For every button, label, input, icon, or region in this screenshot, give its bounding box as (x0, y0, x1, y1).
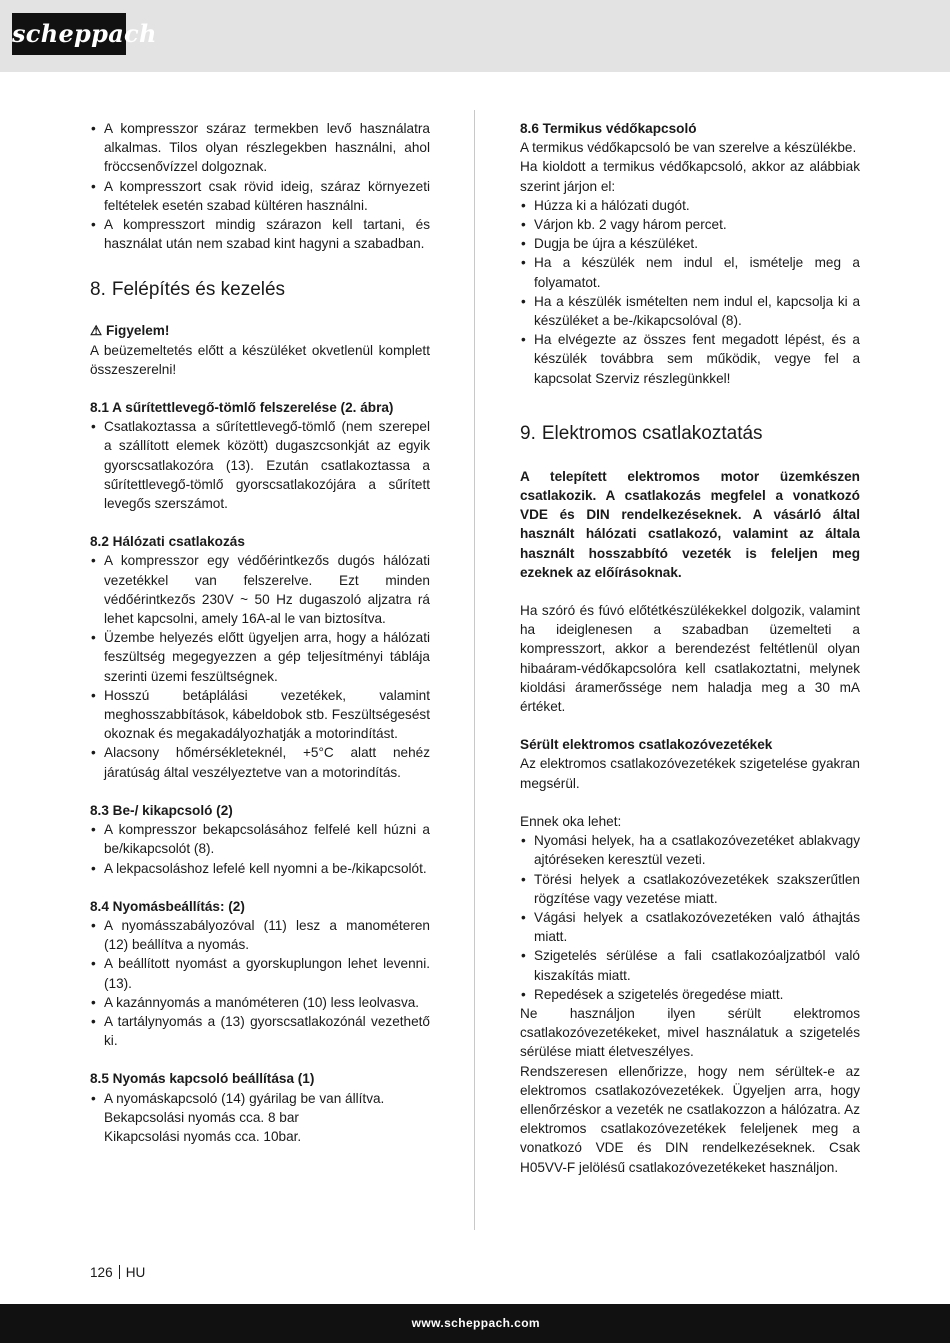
paragraph: A termikus védőkapcsoló be van szerelve a készülékbe. (520, 140, 857, 156)
list-item: • A tartálynyomás a (13) gyorscsatlakozónál vezethető ki. (90, 1012, 430, 1050)
list-item: • Nyomási helyek, ha a csatlakozóvezetéket ablakvagy ajtóréseken keresztül vezeti. (520, 831, 860, 869)
list-item: • Repedések a szigetelés öregedése miatt. (520, 985, 860, 1004)
section-8-2 (90, 532, 430, 782)
list-item: • A nyomáskapcsoló (14) gyárilag be van állítva. (90, 1089, 430, 1108)
subsection-title: Sérült elektromos csatlakozóvezetékek (520, 737, 773, 753)
warning-block (90, 321, 430, 379)
section-8-6 (520, 119, 860, 388)
list-item: • A lekpacsoláshoz lefelé kell nyomni a be-/kikapcsolót. (90, 859, 430, 878)
section-8-5 (90, 1069, 430, 1146)
subsection-title: 8.3 Be-/ kikapcsoló (2) (90, 802, 233, 818)
list-item: • A kompresszort mindig szárazon kell tartani, és használat után nem szabad kint hagyni a szabadban. (90, 215, 430, 253)
subsection-title: 8.4 Nyomásbeállítás: (2) (90, 898, 245, 914)
warning-icon: ⚠ (90, 323, 103, 339)
list-item: • A kompresszor egy védőérintkezős dugós hálózati vezetékkel van felszerelve. Ezt minden védőérintkezős 230V ~ 50 Hz dugaszoló aljzatra rá lehet kapcsolni, amely 16A-al le van biztosítva. (90, 551, 430, 628)
damaged-cables-section (520, 735, 860, 1176)
list-item: • Szigetelés sérülése a fali csatlakozóaljzatból való kiszakítás miatt. (520, 946, 860, 984)
section-9-heading: 9. Elektromos csatlakoztatás (520, 422, 763, 444)
section-8-heading: 8. Felépítés és kezelés (90, 279, 286, 301)
list-item: • Hosszú betáplálási vezetékek, valamint meghosszabbítások, kábeldobok stb. Feszültségesést okoznak és megakadályozhatják a motorindítást. (90, 686, 430, 744)
intro-list (90, 119, 430, 253)
paragraph: Rendszeresen ellenőrizze, hogy nem sérültek-e az elektromos csatlakozóvezetékek. Ügyeljen arra, hogy ellenőrzéskor a vezeték ne csatlakozzon a hálózatra. Az elektromos csatlakozóvezetékek feleljenek meg a vonatkozó VDE és DIN rendelkezéseknek. Csak H05VV-F jelölésű csatlakozóvezetékeket használjon. (520, 1063, 860, 1175)
list-item: • A beállított nyomást a gyorskuplungon lehet levenni. (13). (90, 954, 430, 992)
list-item: • Várjon kb. 2 vagy három percet. (520, 215, 860, 234)
page-footer (0, 1304, 950, 1343)
list-item: • A nyomásszabályozóval (11) lesz a manométeren (12) beállítva a nyomás. (90, 916, 430, 954)
website-link[interactable]: www.scheppach.com (411, 1316, 540, 1330)
list-item: • Húzza ki a hálózati dugót. (520, 196, 860, 215)
cut-out-pressure-line: Kikapcsolási nyomás cca. 10bar. (104, 1128, 302, 1144)
list-item: • A kazánnyomás a manóméteren (10) less leolvasva. (90, 993, 430, 1012)
list-item: • Dugja be újra a készüléket. (520, 234, 860, 253)
section-8-3 (90, 801, 430, 878)
section-8-1 (90, 398, 430, 513)
warning-text: A beüzemeltetés előtt a készüléket okvetlenül komplett összeszerelni! (90, 342, 430, 377)
paragraph: Ennek oka lehet: (520, 813, 622, 829)
section-8-4 (90, 897, 430, 1051)
list-item: • Ha elvégezte az összes fent megadott lépést, és a készülék továbbra sem működik, vegye fel a kapcsolat Szerviz részlegünkkel! (520, 330, 860, 388)
bold-paragraph: A telepített elektromos motor üzemkészen csatlakozik. A csatlakozás megfelel a vonatkozó VDE és DIN rendelkezéseknek. A vásárló által használt hálózati csatlakozó, valamint az általa használt hosszabbító vezeték is feleljen meg ezeknek az előírásoknak. (520, 468, 860, 580)
right-column (520, 119, 860, 1177)
paragraph: Ha kioldott a termikus védőkapcsoló, akkor az alábbiak szerint járjon el: (520, 159, 860, 194)
subsection-title: 8.2 Hálózati csatlakozás (90, 534, 245, 550)
paragraph: Ne használjon ilyen sérült elektromos csatlakozóvezetékeket, mivel használatuk a szigetelés sérülése miatt életveszélyes. (520, 1005, 860, 1060)
page-number: 126 HU (90, 1265, 146, 1280)
left-column (90, 119, 430, 1146)
list-item: • A kompresszor száraz termekben levő használatra alkalmas. Tilos olyan részlegekben használni, ahol fröccsenővízzel dolgoznak. (90, 119, 430, 177)
list-item: • Ha a készülék nem indul el, ismételje meg a folyamatot. (520, 253, 860, 291)
paragraph: Ha szóró és fúvó előtétkészülékekkel dolgozik, valamint ha ideiglenesen a szabadban üzemelteti a kompresszort, akkor a berendezést feltétlenül olyan hibaáram-védőkapcsolóra kell csatlakoztatni, melynek kioldási áramerőssége nem haladja meg a 30 mA értéket. (520, 603, 860, 715)
column-divider (474, 110, 475, 1230)
separator (119, 1265, 120, 1279)
warning-title: ⚠ Figyelem! (90, 323, 170, 339)
subsection-title: 8.5 Nyomás kapcsoló beállítása (1) (90, 1071, 315, 1087)
list-item: • A kompresszor bekapcsolásához felfelé kell húzni a be/kikapcsolót (8). (90, 820, 430, 858)
list-item: • Üzembe helyezés előtt ügyeljen arra, hogy a hálózati feszültség megegyezzen a gép teljesítményi táblája szerinti üzemi feszültségnek. (90, 628, 430, 686)
list-item: • Vágási helyek a csatlakozóvezetéken való áthajtás miatt. (520, 908, 860, 946)
paragraph: Az elektromos csatlakozóvezetékek szigetelése gyakran megsérül. (520, 756, 860, 791)
list-item: • Csatlakoztassa a sűrítettlevegő-tömlő (nem szerepel a szállított elemek között) dugaszcsonkját az egyik gyorscsatlakozóra (13). Ezután csatlakoztassa a sűrítettlevegő-tömlő gyorscsatlakozójára a sűrített levegős szerszámot. (90, 417, 430, 513)
list-item: • Ha a készülék ismételten nem indul el, kapcsolja ki a készüléket a be-/kikapcsolóval (8). (520, 292, 860, 330)
brand-logo: scheppach (12, 13, 126, 55)
subsection-title: 8.6 Termikus védőkapcsoló (520, 121, 697, 136)
list-item: • Alacsony hőmérsékleteknél, +5°C alatt nehéz járatúság által veszélyeztetve van a motorindítás. (90, 743, 430, 781)
list-item: • Törési helyek a csatlakozóvezetékek szakszerűtlen rögzítése vagy vezetése miatt. (520, 870, 860, 908)
page-header (0, 0, 950, 72)
list-item: • A kompresszort csak rövid ideig, száraz környezeti feltételek esetén szabad kültéren használni. (90, 177, 430, 215)
cut-in-pressure-line: Bekapcsolási nyomás cca. 8 bar (104, 1109, 299, 1125)
subsection-title: 8.1 A sűrítettlevegő-tömlő felszerelése (2. ábra) (90, 400, 394, 416)
